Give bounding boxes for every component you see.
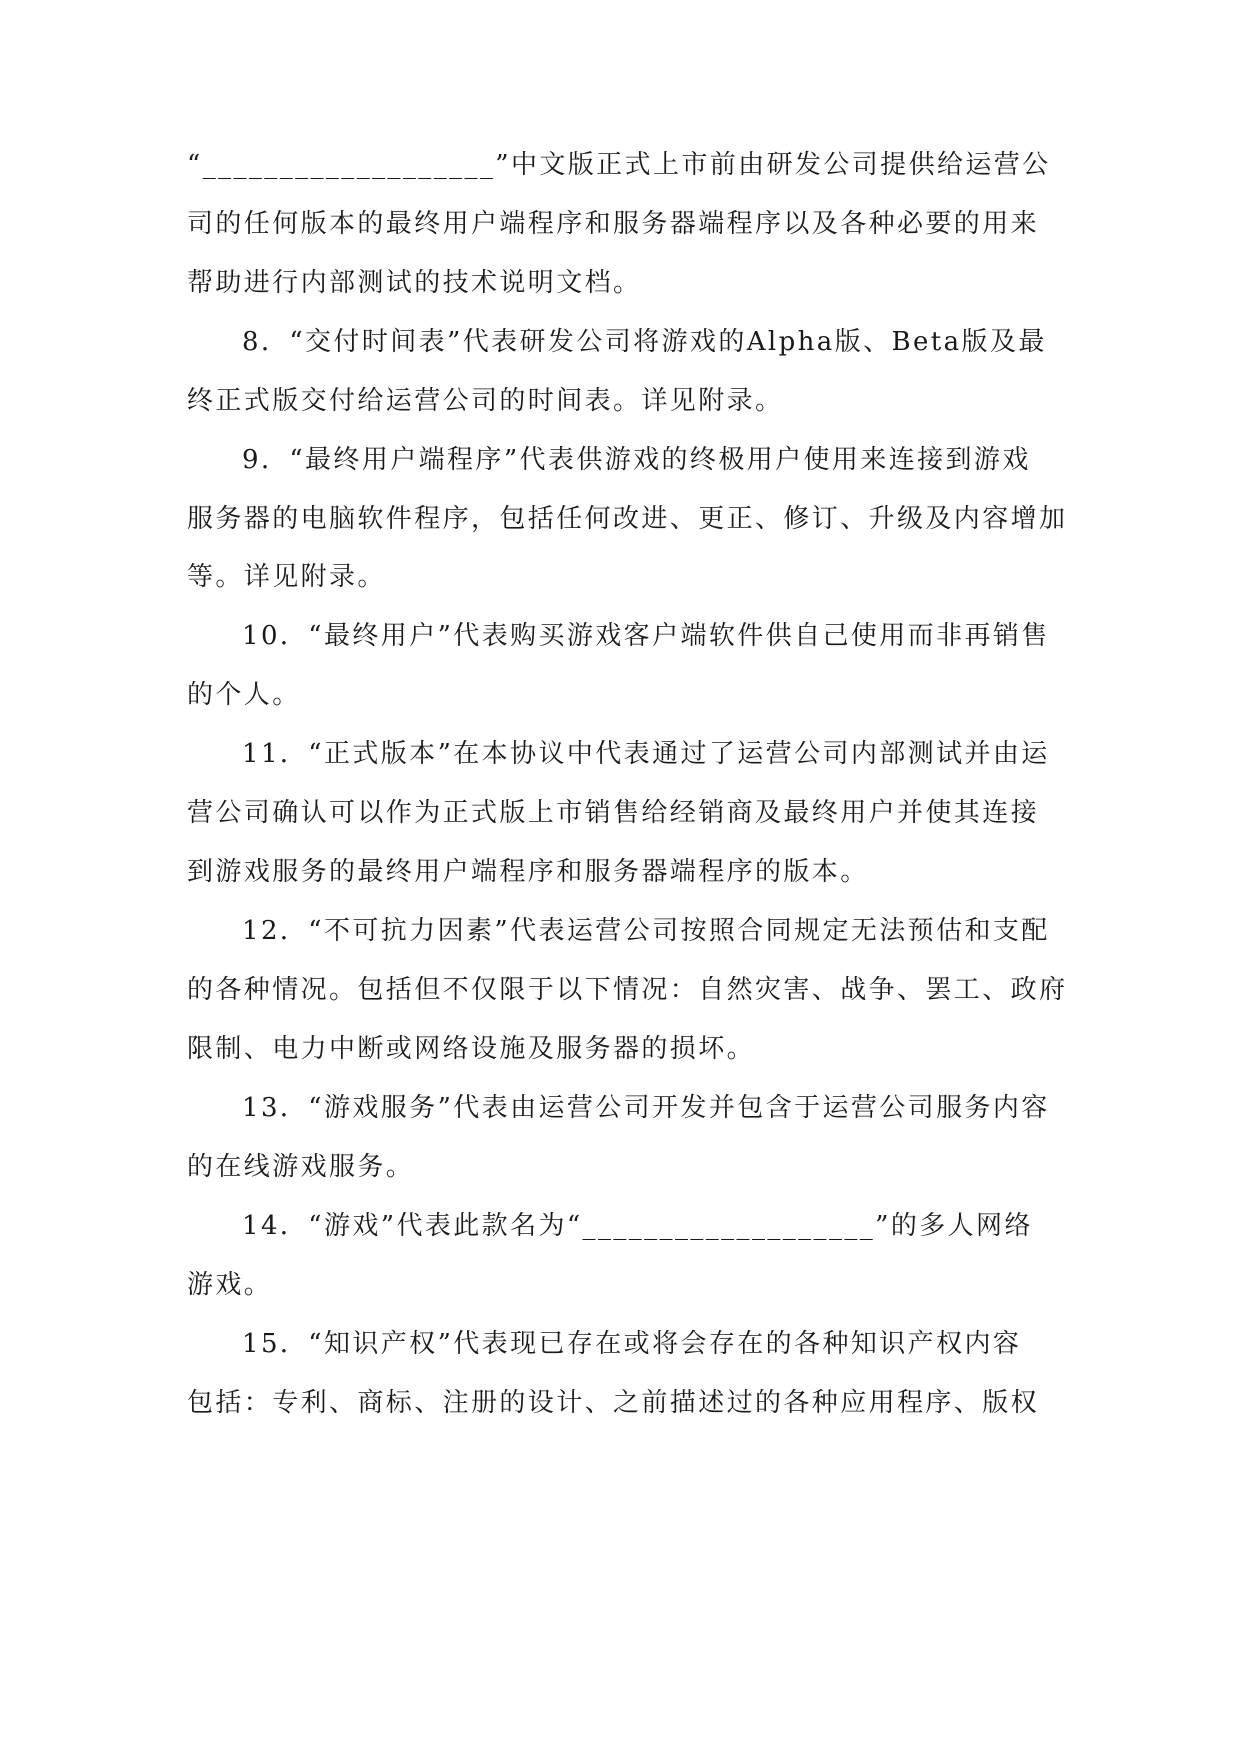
text-line: 服务器的电脑软件程序，包括任何改进、更正、修订、升级及内容增加 [187,504,1068,534]
text-line: 终正式版交付给运营公司的时间表。详见附录。 [187,386,784,416]
text-line: 限制、电力中断或网络设施及服务器的损坏。 [187,1034,756,1064]
text-line: 的在线游戏服务。 [187,1152,415,1182]
clause-8-first-line: 8．“交付时间表”代表研发公司将游戏的Alpha版、Beta版及最 [242,327,1047,357]
text-line: 营公司确认可以作为正式版上市销售给经销商及最终用户并使其连接 [187,798,1040,828]
text-line: 到游戏服务的最终用户端程序和服务器端程序的版本。 [187,857,869,887]
text-line: 等。详见附录。 [187,562,386,592]
clause-14-first-line: 14．“游戏”代表此款名为“___________________”的多人网络 [242,1211,1033,1241]
text-line: 包括：专利、商标、注册的设计、之前描述过的各种应用程序、版权 [187,1388,1040,1418]
text-line: 的各种情况。包括但不仅限于以下情况：自然灾害、战争、罢工、政府 [187,975,1068,1005]
text-line: 帮助进行内部测试的技术说明文档。 [187,268,642,298]
text-line: “___________________”中文版正式上市前由研发公司提供给运营公 [187,150,1051,180]
clause-13-first-line: 13．“游戏服务”代表由运营公司开发并包含于运营公司服务内容 [242,1093,1050,1123]
clause-11-first-line: 11．“正式版本”在本协议中代表通过了运营公司内部测试并由运 [242,739,1050,769]
text-line: 司的任何版本的最终用户端程序和服务器端程序以及各种必要的用来 [187,209,1040,239]
text-line: 的个人。 [187,680,301,710]
clause-9-first-line: 9．“最终用户端程序”代表供游戏的终极用户使用来连接到游戏 [242,445,1031,475]
clause-15-first-line: 15．“知识产权”代表现已存在或将会存在的各种知识产权内容 [242,1329,1022,1359]
clause-10-first-line: 10．“最终用户”代表购买游戏客户端软件供自己使用而非再销售 [242,621,1050,651]
text-line: 游戏。 [187,1270,273,1300]
clause-12-first-line: 12．“不可抗力因素”代表运营公司按照合同规定无法预估和支配 [242,916,1050,946]
